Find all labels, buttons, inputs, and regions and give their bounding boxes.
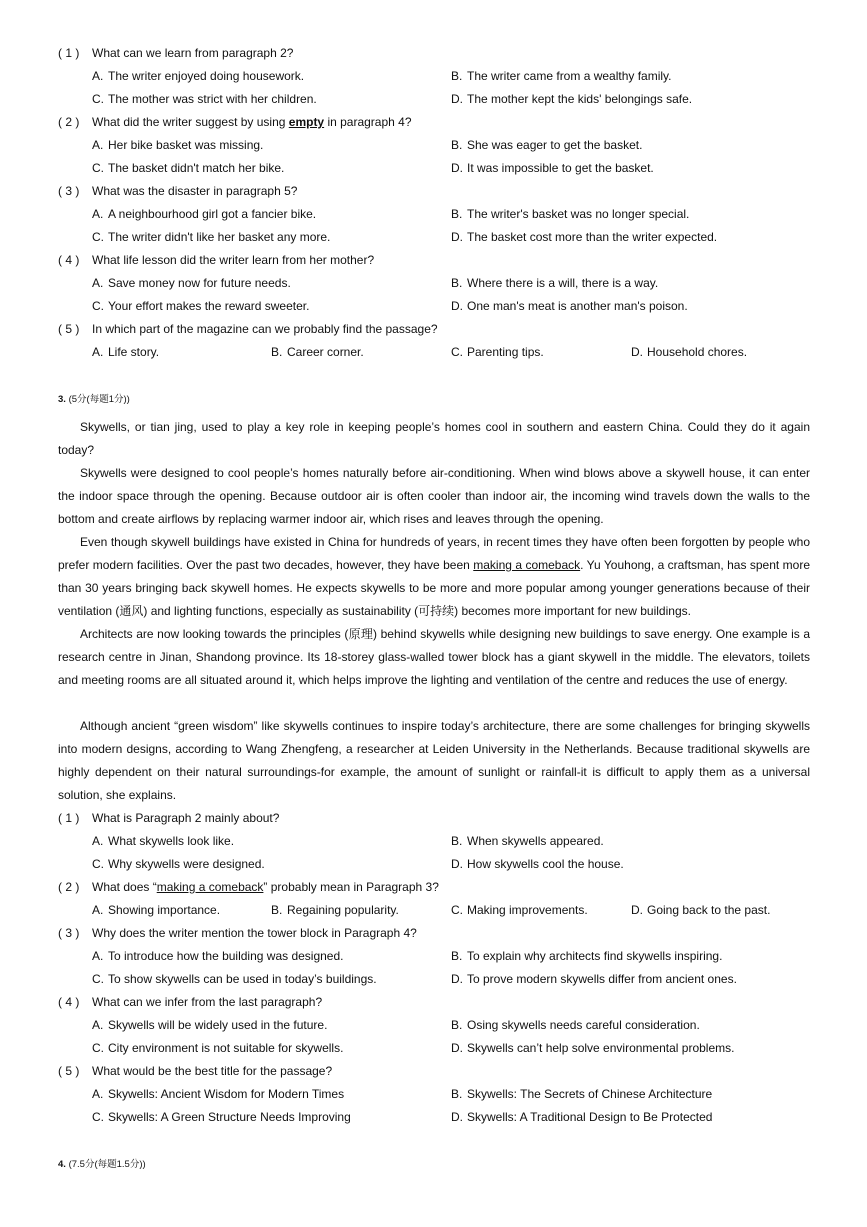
section-score: (5分(每题1分)) — [68, 394, 130, 405]
option-b: B. When skywells appeared. — [451, 834, 604, 848]
question-stem: What was the disaster in paragraph 5? — [92, 184, 298, 198]
question-2-2: ( 2 ) What did the writer suggest by using empty in paragraph 4? — [58, 115, 412, 129]
question-number: ( 4 ) — [58, 995, 80, 1009]
question-3-3 — [58, 924, 417, 942]
option-a: A. What skywells look like. — [92, 834, 235, 848]
option-d: D. Skywells: A Traditional Design to Be Protected — [451, 1110, 713, 1124]
option-d: D. It was impossible to get the basket. — [451, 161, 654, 175]
section-number: 4. — [58, 1159, 66, 1170]
option-c: C. Making improvements. — [451, 903, 588, 917]
option-b: B. To explain why architects find skywells inspiring. — [451, 949, 723, 963]
option-a: A. Skywells will be widely used in the future. — [92, 1018, 328, 1032]
passage-paragraph-4: Architects are now looking towards the principles (原理) behind skywells while designing new buildings to save energy. One example is a research centre in Jinan, Shandong province. Its 18-storey glass-walled tower block has a giant skywell in the middle. The elevators, toilets and meeting rooms are all situated around it, which helps improve the lighting and ventilation of the centre and reduces the use of energy. — [58, 627, 810, 687]
option-c: C. Your effort makes the reward sweeter. — [92, 299, 310, 313]
option-b: B. The writer came from a wealthy family. — [451, 69, 672, 83]
option-d: D. The basket cost more than the writer expected. — [451, 230, 718, 244]
passage-paragraph-3: Even though skywell buildings have existed in China for hundreds of years, in recent times they have often been forgotten by people who prefer modern facilities. Over the past two decades, however, they have been making a comeback. Yu Youhong, a craftsman, has spent more than 30 years bringing back skywell homes. He expects skywells to be more and more popular among younger generations because of their ventilation (通风) and lighting functions, especially as sustainability (可持续) becomes more important for new buildings. — [58, 535, 811, 618]
option-c: C. Skywells: A Green Structure Needs Improving — [92, 1110, 351, 1124]
section-4-heading — [58, 1158, 146, 1172]
passage-paragraph-5: Although ancient “green wisdom” like skywells continues to inspire today’s architecture, there are some challenges for bringing skywells into modern designs, according to Wang Zhengfeng, a researcher at Leiden University in the Netherlands. Because traditional skywells are highly dependent on their natural surroundings-for example, the amount of sunlight or rainfall-it is difficult to apply them as a universal solution, she explains. — [58, 719, 810, 802]
option-a: A. Skywells: Ancient Wisdom for Modern Times — [92, 1087, 345, 1101]
question-stem: What would be the best title for the passage? — [92, 1064, 333, 1078]
option-d: D. To prove modern skywells differ from ancient ones. — [451, 972, 737, 986]
question-number: ( 3 ) — [58, 926, 80, 940]
question-3-2: ( 2 ) What does “making a comeback” probably mean in Paragraph 3? — [58, 880, 439, 894]
option-c: C. Why skywells were designed. — [92, 857, 265, 871]
question-2-3 — [58, 182, 297, 200]
section-number: 3. — [58, 394, 66, 405]
question-stem: What life lesson did the writer learn from her mother? — [92, 253, 375, 267]
option-c: C. Parenting tips. — [451, 345, 544, 359]
option-d: D. Going back to the past. — [631, 903, 771, 917]
option-b: B. Regaining popularity. — [271, 903, 399, 917]
option-d: D. One man's meat is another man's poison. — [451, 299, 688, 313]
question-2-5 — [58, 320, 438, 338]
question-3-1 — [58, 809, 279, 827]
passage-paragraph-2: Skywells were designed to cool people’s homes naturally before air-conditioning. When wind blows above a skywell house, it can enter the indoor space through the opening. Because outdoor air is often cooler than indoor air, the incoming wind travels down the walls to the bottom and create airflows by replacing warmer indoor air, which rises and leaves through the opening. — [58, 466, 810, 526]
option-b: B. Career corner. — [271, 345, 364, 359]
question-2-4 — [58, 251, 374, 269]
question-number: ( 4 ) — [58, 253, 80, 267]
option-c: C. The mother was strict with her children. — [92, 92, 317, 106]
question-number: ( 5 ) — [58, 1064, 80, 1078]
option-a: A. Life story. — [92, 345, 160, 359]
question-stem: What is Paragraph 2 mainly about? — [92, 811, 280, 825]
option-c: C. The basket didn't match her bike. — [92, 161, 285, 175]
question-2-1 — [58, 44, 293, 62]
option-a: A. To introduce how the building was designed. — [92, 949, 344, 963]
question-number: ( 2 ) — [58, 115, 80, 129]
option-d: D. Skywells can’t help solve environmental problems. — [451, 1041, 735, 1055]
question-stem: What can we infer from the last paragraph? — [92, 995, 323, 1009]
option-b: B. The writer's basket was no longer special. — [451, 207, 690, 221]
option-b: B. She was eager to get the basket. — [451, 138, 643, 152]
underlined-phrase: making a comeback — [473, 558, 581, 572]
option-d: D. How skywells cool the house. — [451, 857, 624, 871]
question-stem: In which part of the magazine can we probably find the passage? — [92, 322, 438, 336]
question-stem: Why does the writer mention the tower block in Paragraph 4? — [92, 926, 417, 940]
question-3-5 — [58, 1062, 332, 1080]
question-number: ( 3 ) — [58, 184, 80, 198]
option-a: A. A neighbourhood girl got a fancier bike. — [92, 207, 317, 221]
option-b: B. Osing skywells needs careful consideration. — [451, 1018, 700, 1032]
option-c: C. To show skywells can be used in today’s buildings. — [92, 972, 377, 986]
question-number: ( 1 ) — [58, 811, 80, 825]
question-stem: What can we learn from paragraph 2? — [92, 46, 294, 60]
keyword-empty: empty — [288, 115, 325, 129]
section-score: (7.5分(每题1.5分)) — [68, 1159, 146, 1170]
passage-paragraph-1: Skywells, or tian jing, used to play a key role in keeping people’s homes cool in southern and eastern China. Could they do it again today? — [58, 420, 810, 457]
question-number: ( 1 ) — [58, 46, 80, 60]
question-number: ( 2 ) — [58, 880, 80, 894]
option-b: B. Skywells: The Secrets of Chinese Architecture — [451, 1087, 713, 1101]
option-d: D. Household chores. — [631, 345, 748, 359]
option-a: A. The writer enjoyed doing housework. — [92, 69, 305, 83]
option-c: C. City environment is not suitable for skywells. — [92, 1041, 344, 1055]
option-a: A. Her bike basket was missing. — [92, 138, 264, 152]
option-d: D. The mother kept the kids' belongings safe. — [451, 92, 693, 106]
option-c: C. The writer didn't like her basket any more. — [92, 230, 331, 244]
question-3-4 — [58, 993, 322, 1011]
question-number: ( 5 ) — [58, 322, 80, 336]
section-3-heading — [58, 393, 130, 407]
option-b: B. Where there is a will, there is a way. — [451, 276, 659, 290]
option-a: A. Showing importance. — [92, 903, 221, 917]
option-a: A. Save money now for future needs. — [92, 276, 291, 290]
underlined-phrase: making a comeback — [156, 880, 264, 894]
